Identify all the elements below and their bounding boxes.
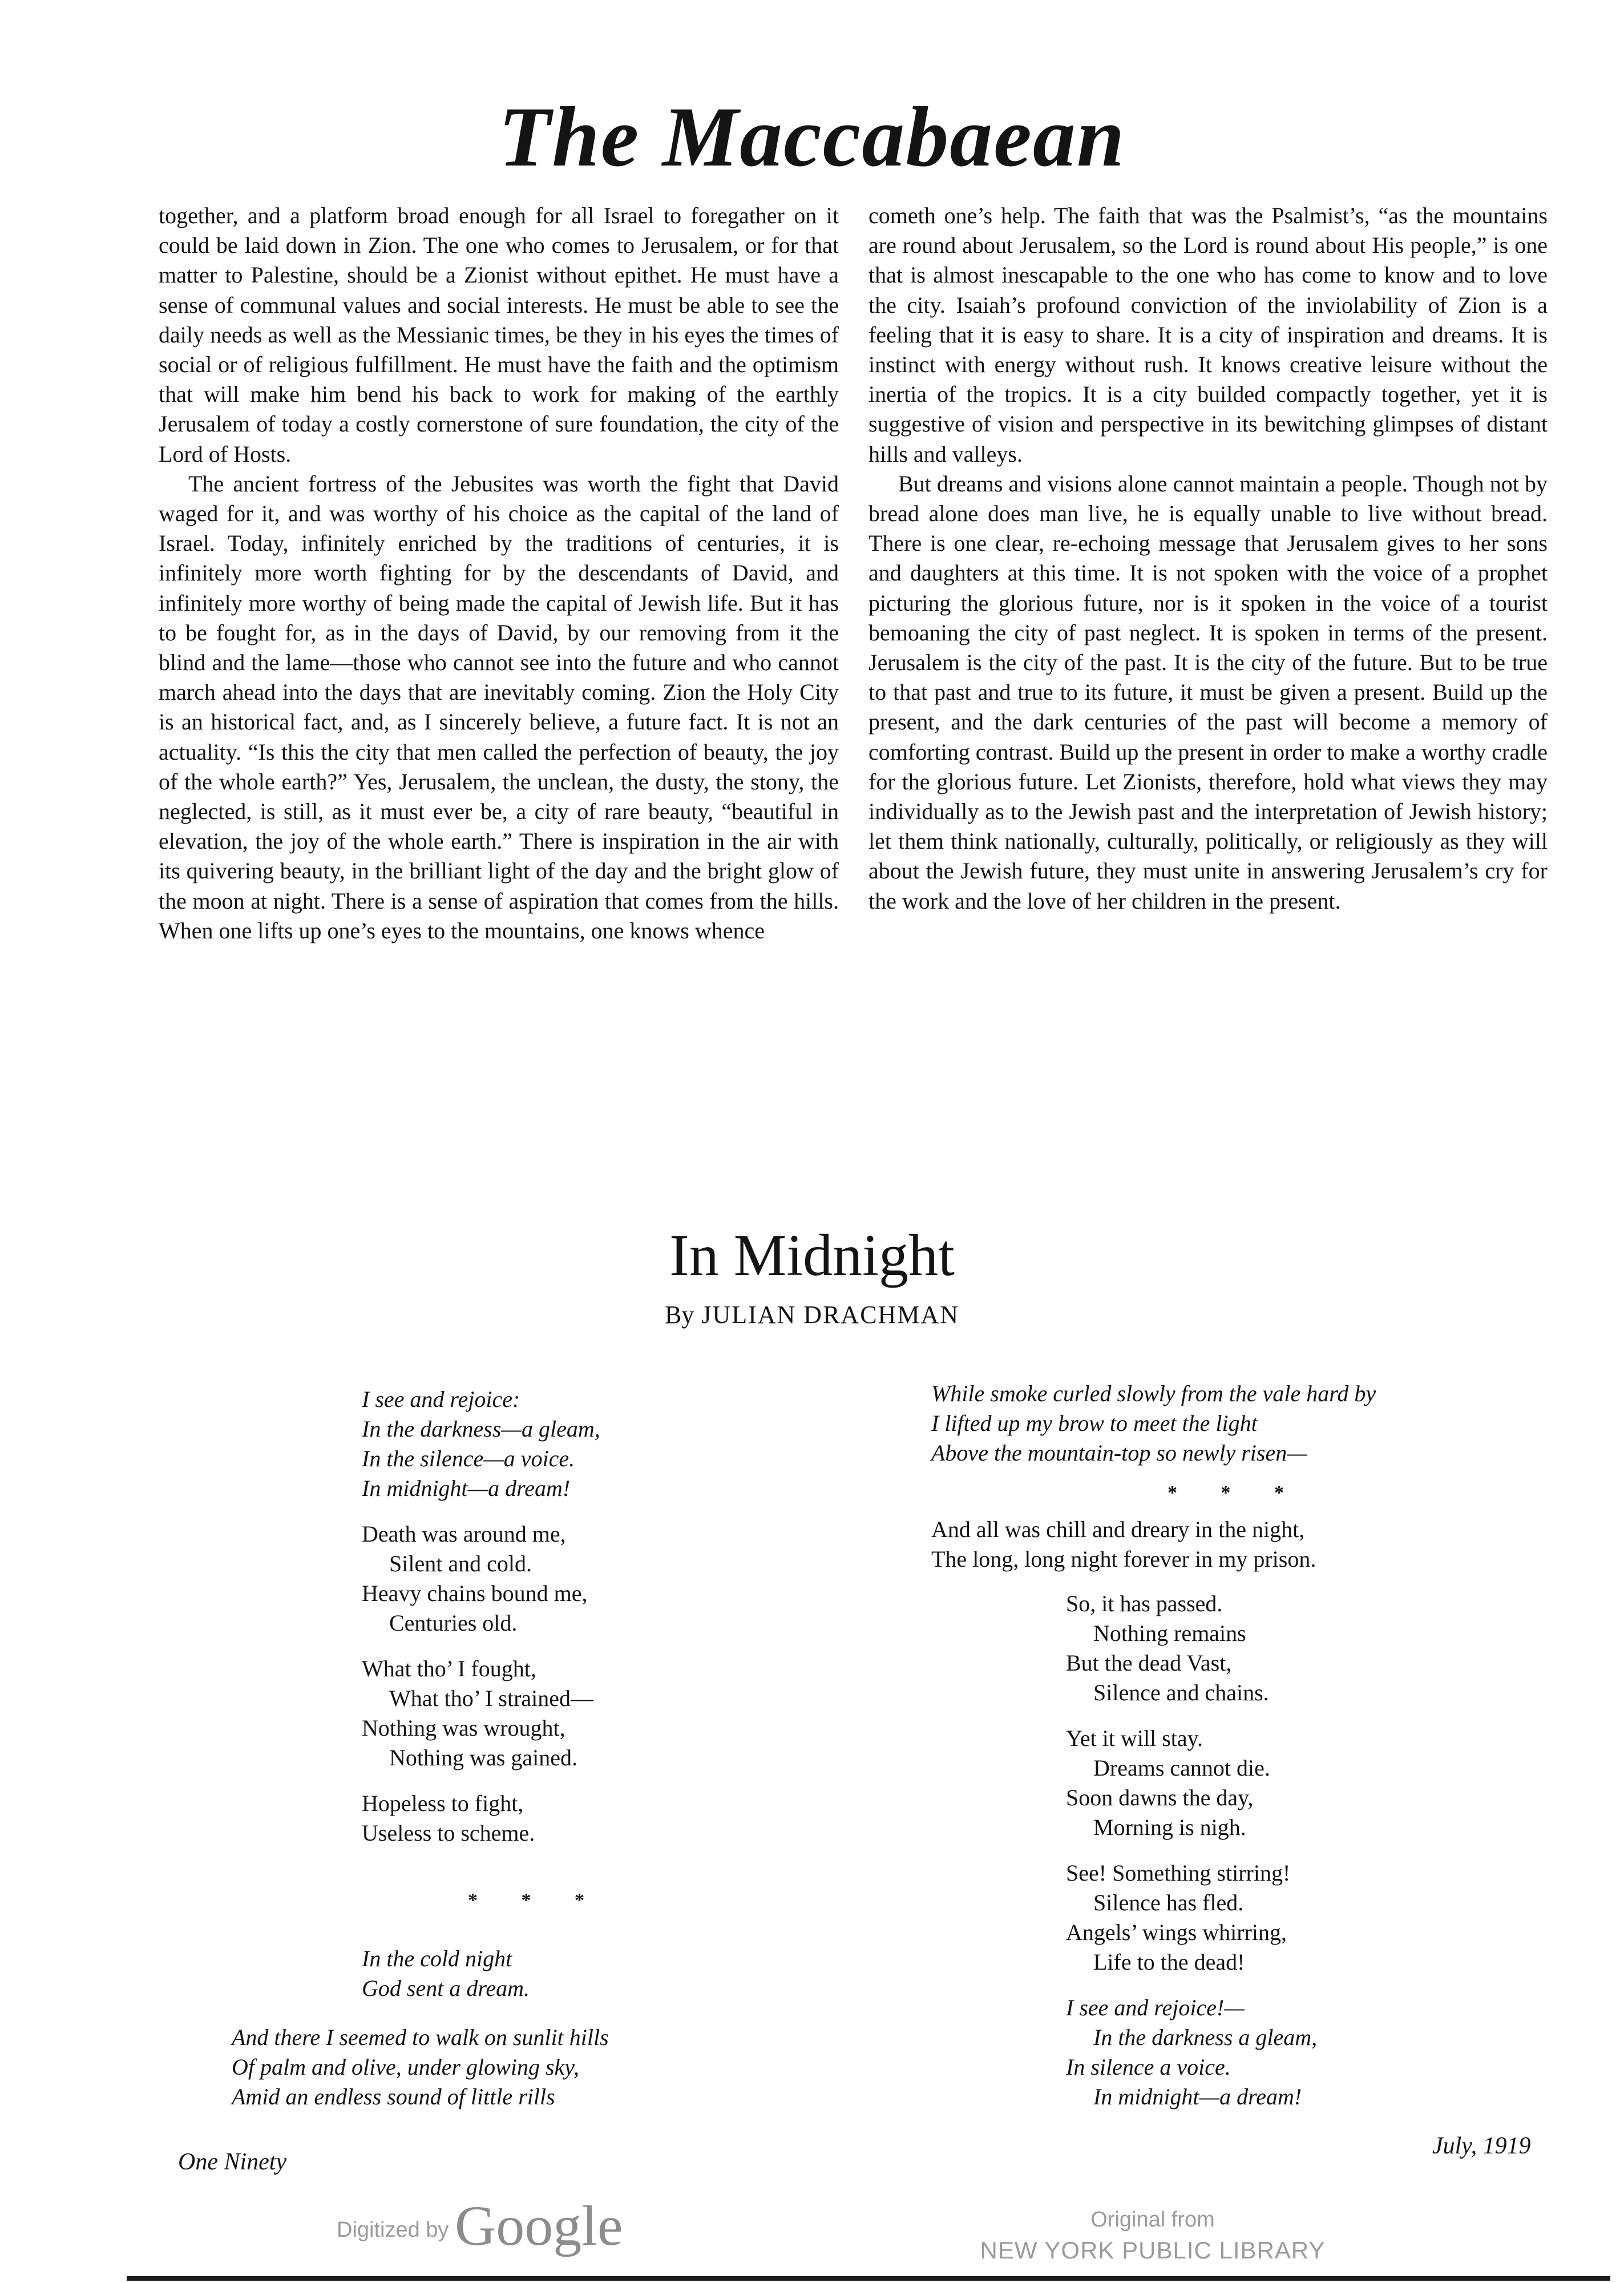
poem-author: JULIAN DRACHMAN (701, 1301, 960, 1329)
poem-line: In the cold night (362, 1946, 512, 1971)
masthead-title: The Maccabaean (498, 90, 1126, 184)
poem-stanza (362, 1944, 530, 2003)
article-paragraph: The ancient fortress of the Jebusites was worth the fight that David waged for it, and was worthy of his choice as the capital of the land of Israel. Today, infinitely enriched by the traditions of centuries, it is infinitely more worth fighting for by the descendants of David, and infinitely more worthy of being made the capital of Jewish life. But it has to be fought for, as in the days of David, by our removing from it the blind and the lame—those who cannot see into the future and who cannot march ahead into the days that are inevitably coming. Zion the Holy City is an historical fact, and, as I sincerely believe, a future fact. It is not an actuality. “Is this the city that men called the perfection of beauty, the joy of the whole earth?” Yes, Jerusalem, the unclean, the dusty, the stony, the neglected, is still, as it must ever be, a city of rare beauty, “beautiful in elevation, the joy of the whole earth.” There is inspiration in the air with its quivering beauty, in the brilliant light of the day and the bright glow of the moon at night. There is a sense of aspiration that comes from the hills. When one lifts up one’s eyes to the mountains, one knows whence (159, 470, 839, 943)
poem-byline (0, 1299, 1624, 1331)
digitized-label: Digitized by (337, 2218, 449, 2242)
poem-stanza (362, 1519, 600, 1638)
poem-line: Nothing was wrought, (362, 1715, 565, 1741)
article-column-left (159, 201, 839, 946)
poem-line: In midnight—a dream! (362, 1475, 571, 1501)
digitized-credit (337, 2194, 623, 2258)
library-credit (970, 2204, 1335, 2266)
poem-line: What tho’ I fought, (362, 1656, 536, 1681)
poem-stanza (362, 1385, 600, 1503)
poem-line: Yet it will stay. (1066, 1725, 1203, 1751)
poem-line: In the silence—a voice. (362, 1446, 575, 1471)
poem-stanza (931, 1515, 1316, 1574)
poem-line: Silence has fled. (1093, 1890, 1244, 1915)
poem-line: Hopeless to fight, (362, 1790, 524, 1816)
poem-line: Centuries old. (389, 1610, 518, 1636)
poem-column-left (362, 1385, 600, 1864)
poem-stanza (1066, 1858, 1317, 1977)
bottom-rule (127, 2276, 1610, 2281)
poem-stanza (1066, 1589, 1317, 1708)
section-separator: * * * (1167, 1482, 1303, 1503)
poem-line: Above the mountain-top so newly risen— (931, 1440, 1307, 1466)
article-paragraph: But dreams and visions alone cannot maintain a people. Though not by bread alone does man live, he is equally unable to live without bread. There is one clear, re-echoing message that Jerusalem gives to her sons and daughters at this time. It is not spoken with the voice of a prophet picturing the glorious future, nor is it spoken in the voice of a tourist bemoaning the city of past neglect. It is spoken in terms of the present. Jerusalem is the city of the past. It is the city of the future. But to be true to that past and true to its future, it must be given a present. Build up the present, and the dark centuries of the past will become a memory of comforting contrast. Build up the present in order to make a worthy cradle for the glorious future. Let Zionists, therefore, hold what views they may individually as to the Jewish past and the interpretation of Jewish history; let them think nationally, culturally, politically, or religiously as they will about the Jewish future, they must unite in answering Jerusalem’s cry for the work and the love of her children in the present. (868, 470, 1548, 914)
poem-line: Silence and chains. (1093, 1680, 1269, 1705)
poem-line: Life to the dead! (1093, 1949, 1245, 1975)
poem-line: Morning is nigh. (1093, 1814, 1246, 1840)
poem-line: In silence a voice. (1066, 2054, 1231, 2080)
poem-line: The long, long night forever in my prison. (931, 1546, 1316, 1572)
poem-line: Heavy chains bound me, (362, 1580, 588, 1606)
article-paragraph: cometh one’s help. The faith that was the Psalmist’s, “as the mountains are round about Jerusalem, so the Lord is round about His people,” is one that is almost inescapable to the one who has come to know and to love the city. Isaiah’s profound conviction of the inviolability of Zion is a feeling that it is easy to share. It is a city of inspiration and dreams. It is instinct with energy without rush. It knows creative leisure without the inertia of the tropics. It is a city builded compactly together, yet it is suggestive of vision and perspective in its bewitching glimpses of distant hills and valleys. (868, 203, 1548, 467)
page-number: One Ninety (178, 2149, 287, 2175)
poem-line: I see and rejoice: (362, 1386, 520, 1412)
poem-stanza (931, 1379, 1376, 1468)
google-logo: Google (454, 2194, 623, 2257)
poem-line: And there I seemed to walk on sunlit hills (232, 2024, 609, 2050)
poem-line: Dreams cannot die. (1093, 1755, 1270, 1781)
poem-column-right (1066, 1589, 1317, 2128)
section-separator: * * * (468, 1890, 604, 1911)
poem-stanza (232, 2023, 609, 2112)
poem-line: While smoke curled slowly from the vale hard by (931, 1381, 1376, 1406)
poem-line: God sent a dream. (362, 1975, 530, 2001)
poem-line: Silent and cold. (389, 1551, 532, 1576)
article-column-right (868, 201, 1548, 916)
poem-line: Nothing remains (1093, 1620, 1246, 1646)
poem-stanza (1066, 1724, 1317, 1842)
poem-line: In midnight—a dream! (1093, 2084, 1302, 2109)
original-from-label: Original from (1090, 2208, 1215, 2232)
poem-line: Angels’ wings whirring, (1066, 1919, 1287, 1945)
poem-line: In the darkness a gleam, (1093, 2024, 1318, 2050)
poem-line: Useless to scheme. (362, 1820, 535, 1846)
poem-stanza (1066, 1993, 1317, 2112)
poem-stanza (362, 1789, 600, 1848)
poem-line: Amid an endless sound of little rills (232, 2084, 555, 2109)
issue-date: July, 1919 (1432, 2133, 1531, 2159)
poem-line: I lifted up my brow to meet the light (931, 1410, 1258, 1436)
poem-stanza (362, 1654, 600, 1773)
poem-line: And all was chill and dreary in the night, (931, 1516, 1305, 1542)
poem-line: See! Something stirring! (1066, 1860, 1291, 1886)
poem-line: What tho’ I strained— (389, 1685, 594, 1711)
article-paragraph: together, and a platform broad enough for all Israel to foregather on it could be laid down in Zion. The one who comes to Jerusalem, or for that matter to Palestine, should be a Zionist without epithet. He must have a sense of communal values and social interests. He must be able to see the daily needs as well as the Messianic times, be they in his eyes the times of social or of religious fulfillment. He must have the faith and the optimism that will make him bend his back to work for making of the earthly Jerusalem of today a costly cornerstone of sure foundation, the city of the Lord of Hosts. (159, 203, 839, 467)
byline-prefix: By (664, 1301, 694, 1329)
poem-line: Soon dawns the day, (1066, 1785, 1254, 1810)
poem-line: Nothing was gained. (389, 1745, 577, 1770)
poem-line: But the dead Vast, (1066, 1650, 1232, 1676)
poem-line: In the darkness—a gleam, (362, 1416, 600, 1442)
poem-line: So, it has passed. (1066, 1591, 1223, 1616)
poem-line: I see and rejoice!— (1066, 1995, 1245, 2020)
poem-line: Of palm and olive, under glowing sky, (232, 2054, 579, 2080)
poem-line: Death was around me, (362, 1521, 566, 1547)
library-name: NEW YORK PUBLIC LIBRARY (980, 2237, 1326, 2264)
poem-title: In Midnight (669, 1223, 955, 1288)
